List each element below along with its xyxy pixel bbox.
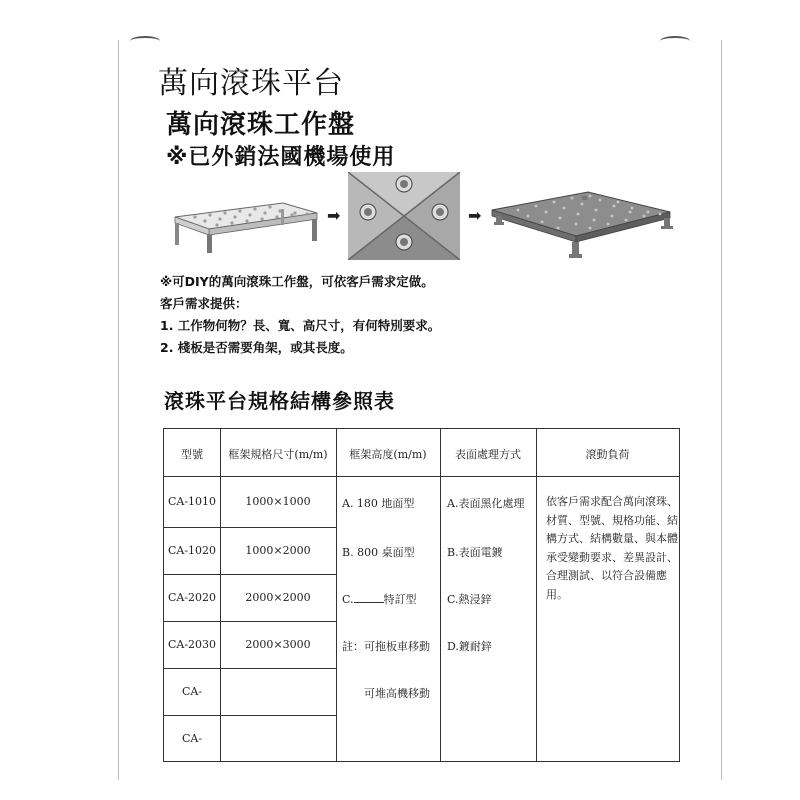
blank-underline bbox=[354, 592, 384, 603]
note-requirements: 客戶需求提供： bbox=[160, 296, 248, 311]
table-divider bbox=[164, 574, 336, 575]
cell-model: CA- bbox=[181, 732, 203, 745]
header-model: 型號 bbox=[181, 448, 203, 461]
cell-load-description: 依客戶需求配合萬向滾珠、材質、型號、規格功能、結構方式、結構數量、與本體承受變動要求、差異設計、合理測試、以符合設備應用。 bbox=[546, 495, 678, 601]
cell-size: 2000×3000 bbox=[245, 638, 311, 651]
page-title: 萬向滾珠平台 bbox=[158, 66, 344, 101]
cell-model: CA-2020 bbox=[167, 591, 217, 604]
table-divider bbox=[336, 429, 337, 761]
header-surface: 表面處理方式 bbox=[455, 448, 521, 461]
export-note: ※已外銷法國機場使用 bbox=[166, 145, 396, 170]
cell-height-note: 註：可拖板車移動 bbox=[342, 640, 430, 653]
table-title: 滾珠平台規格結構參照表 bbox=[164, 389, 395, 413]
page-edge-left bbox=[118, 40, 119, 780]
cell-height-custom bbox=[342, 591, 417, 607]
cell-model: CA-1010 bbox=[167, 495, 217, 508]
header-load: 滾動負荷 bbox=[585, 448, 630, 461]
cell-size: 1000×2000 bbox=[245, 544, 311, 557]
cell-surface: D.鍍耐鋅 bbox=[447, 640, 492, 653]
table-divider bbox=[440, 429, 441, 761]
table-divider bbox=[164, 668, 336, 669]
ball-tray-picture bbox=[165, 195, 320, 255]
cell-surface: A.表面黑化處理 bbox=[447, 497, 525, 510]
cell-size: 2000×2000 bbox=[245, 591, 311, 604]
page-curl-left bbox=[130, 36, 160, 46]
cell-surface: B.表面電鍍 bbox=[447, 546, 503, 559]
ball-platform-picture bbox=[488, 188, 673, 270]
table-divider bbox=[164, 715, 336, 716]
table-divider bbox=[164, 527, 336, 528]
header-frame-height: 框架高度(m/m) bbox=[349, 448, 427, 461]
table-divider bbox=[164, 476, 679, 477]
cell-height-suffix: 特訂型 bbox=[383, 593, 417, 606]
cell-model: CA- bbox=[181, 685, 203, 698]
cell-height-note: 可堆高機移動 bbox=[364, 687, 430, 700]
cell-model: CA-1020 bbox=[167, 544, 217, 557]
table-divider bbox=[536, 429, 537, 761]
table-divider bbox=[164, 621, 336, 622]
cell-surface: C.熱浸鋅 bbox=[447, 593, 492, 606]
note-item-1: 1. 工作物何物？長、寬、高尺寸，有何特別要求。 bbox=[160, 318, 441, 333]
page-subtitle: 萬向滾珠工作盤 bbox=[166, 110, 356, 140]
page-curl-right bbox=[660, 36, 690, 46]
spec-table bbox=[163, 428, 680, 762]
header-frame-size: 框架規格尺寸(m/m) bbox=[228, 448, 328, 461]
page-edge-right bbox=[721, 40, 722, 780]
arrow-icon: ➡ bbox=[468, 206, 482, 225]
cell-height-prefix: C. bbox=[342, 593, 354, 606]
note-diy: ※可DIY的萬向滾珠工作盤，可依客戶需求定做。 bbox=[160, 274, 434, 289]
cell-model: CA-2030 bbox=[167, 638, 217, 651]
note-item-2: 2. 棧板是否需要角架，或其長度。 bbox=[160, 340, 353, 355]
cell-height: B. 800 桌面型 bbox=[342, 546, 415, 559]
ball-detail-picture bbox=[348, 172, 460, 260]
cell-size: 1000×1000 bbox=[245, 495, 311, 508]
arrow-icon: ➡ bbox=[327, 206, 341, 225]
cell-height: A. 180 地面型 bbox=[342, 497, 415, 510]
